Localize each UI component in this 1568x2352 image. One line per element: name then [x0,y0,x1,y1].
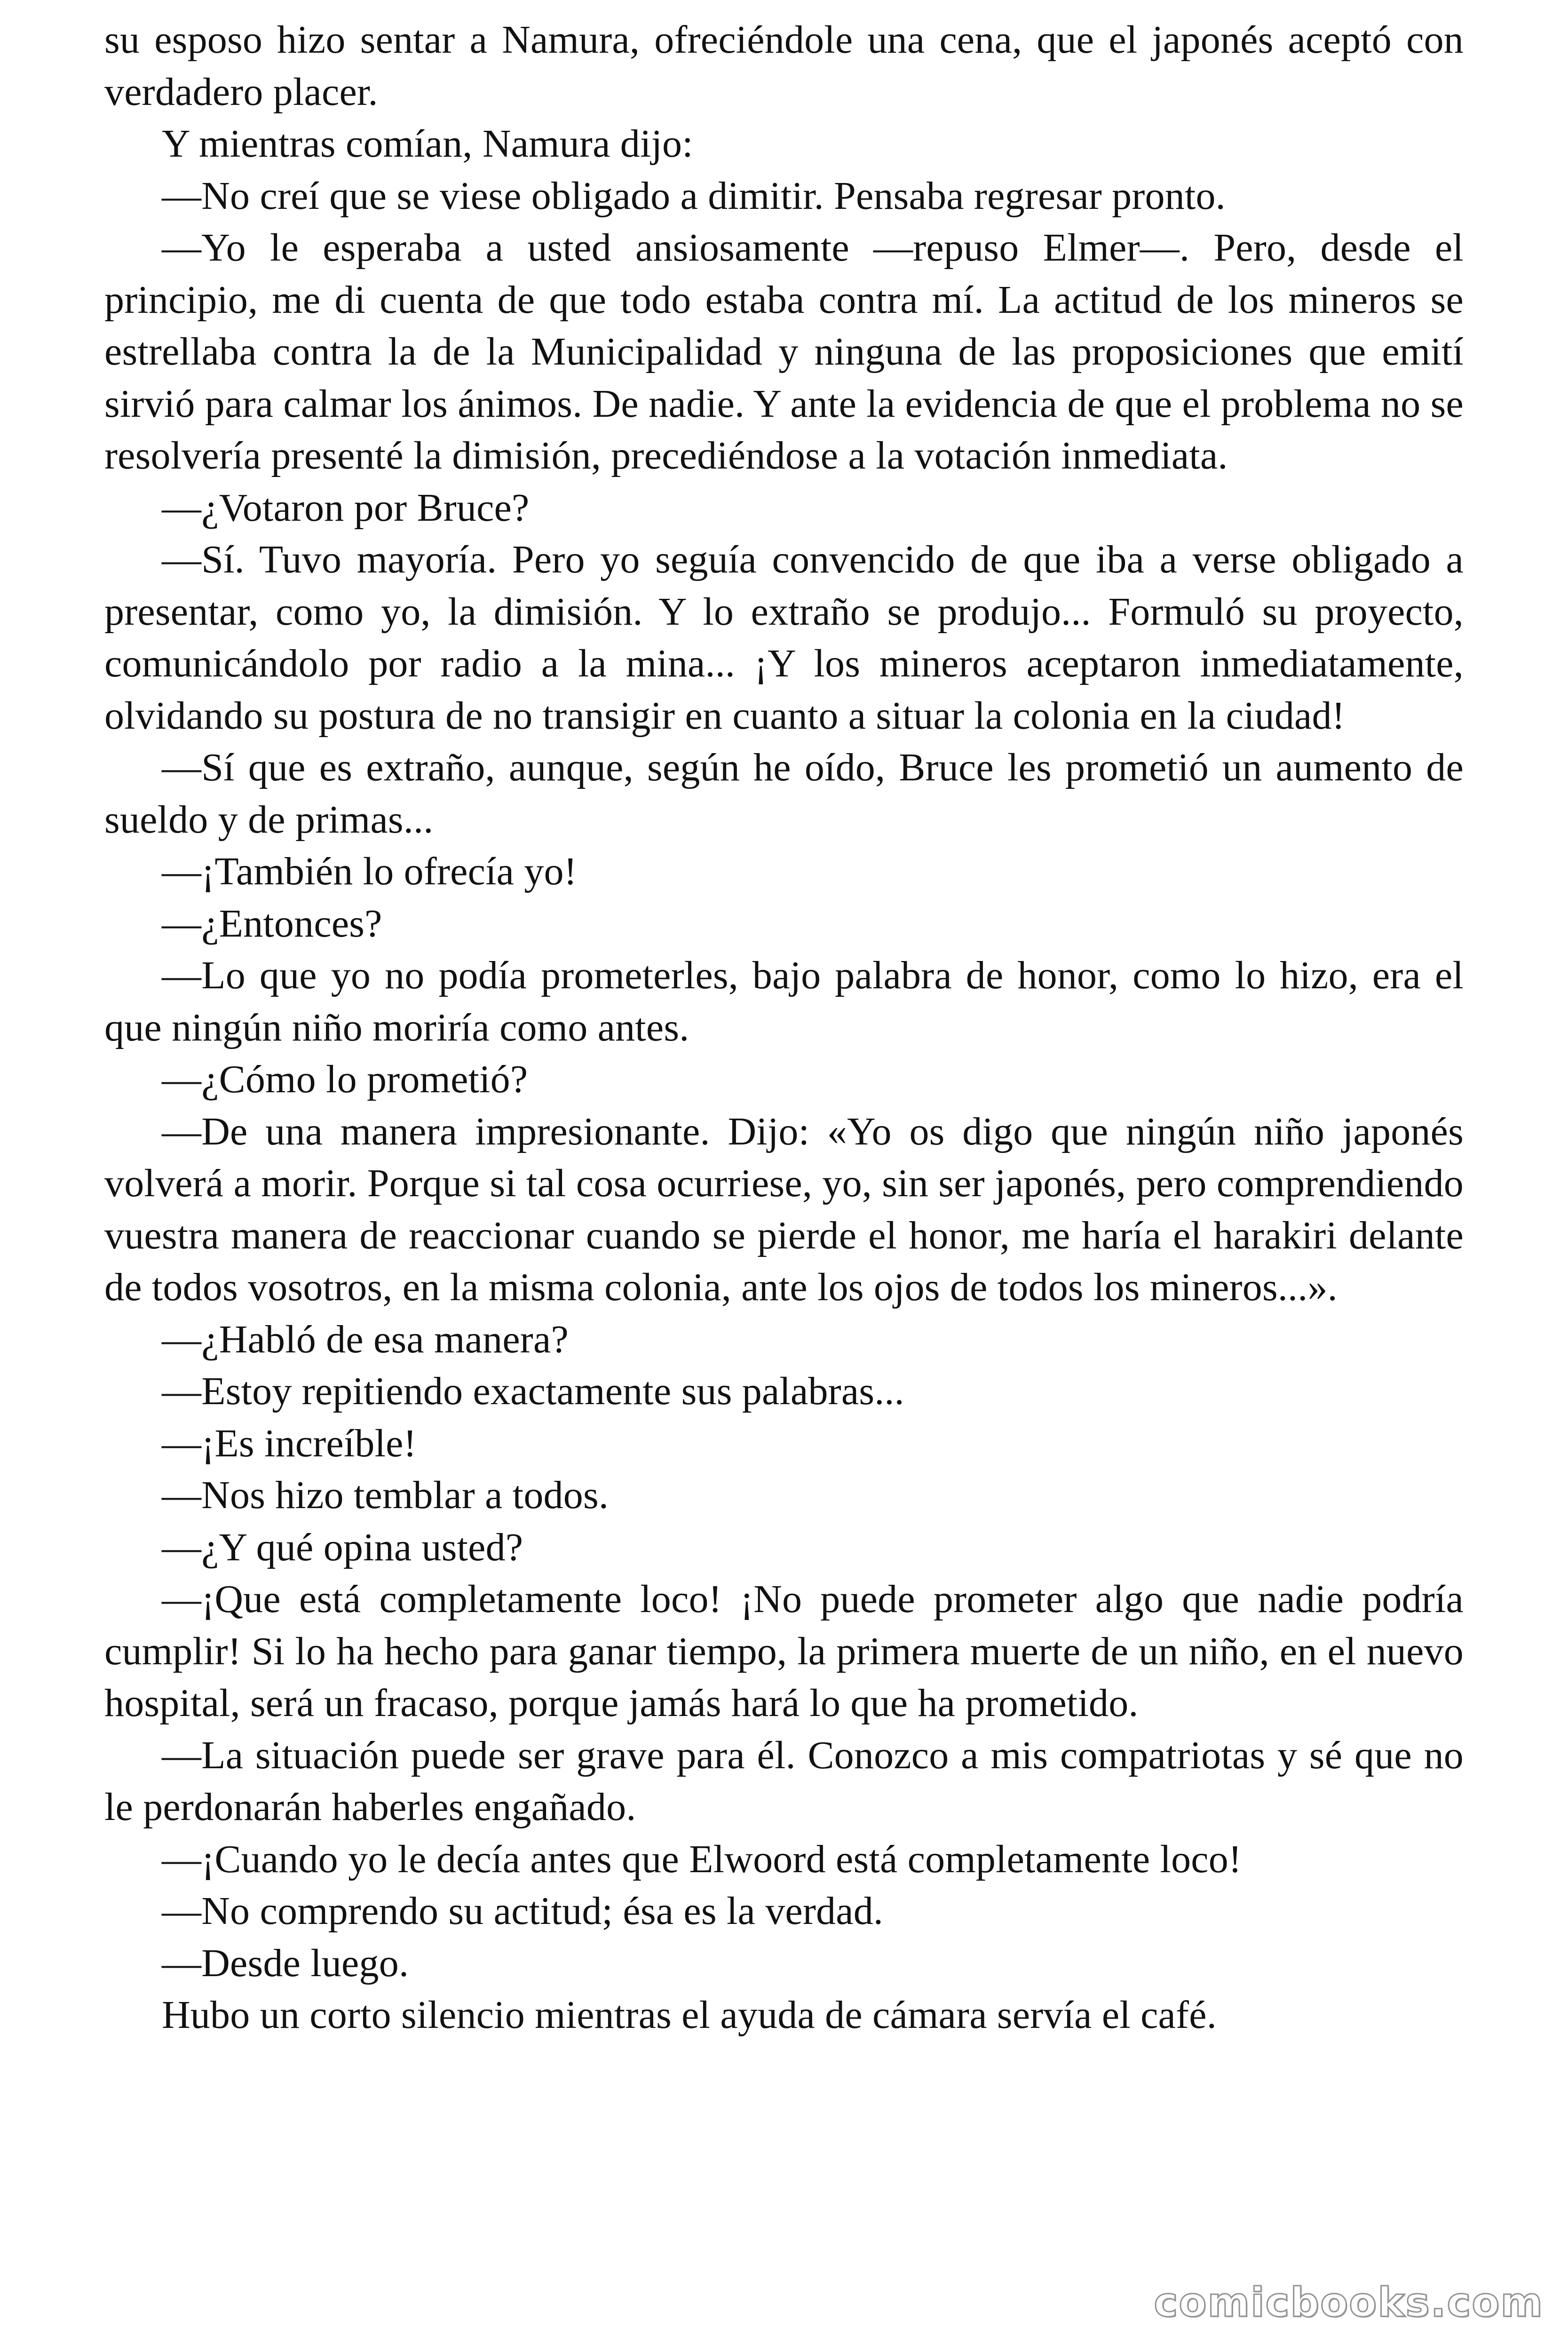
paragraph: —De una manera impresionante. Dijo: «Yo os digo que ningún niño japonés volverá a morir. Porque si tal cosa ocurriese, yo, sin ser japonés, pero comprendiendo vuestra manera de reaccionar cuando se pierde el honor, me haría el harakiri delante de todos vosotros, en la misma colonia, ante los ojos de todos los mineros...». [104,1109,1464,1309]
paragraph: Hubo un corto silencio mientras el ayuda de cámara servía el café. [162,1993,1217,2037]
paragraph: —No creí que se viese obligado a dimitir. Pensaba regresar pronto. [162,174,1226,218]
watermark: comicbooks.com [1154,2279,1544,2326]
paragraph: —¡Cuando yo le decía antes que Elwoord está completamente loco! [162,1837,1242,1881]
paragraph: —La situación puede ser grave para él. Conozco a mis compatriotas y sé que no le perdonarán haberles engañado. [104,1733,1464,1829]
paragraph: —¡También lo ofrecía yo! [162,850,577,893]
paragraph: —¿Votaron por Bruce? [162,485,530,530]
paragraph: —¿Habló de esa manera? [162,1317,569,1361]
paragraph: —Sí. Tuvo mayoría. Pero yo seguía convencido de que iba a verse obligado a presentar, como yo, la dimisión. Y lo extraño se produjo... Formuló su proyecto, comunicándolo por radio a la mina... ¡Y los mineros aceptaron inmediatamente, olvidando su postura de no transigir en cuanto a situar la colonia en la ciudad! [104,538,1464,738]
paragraph: su esposo hizo sentar a Namura, ofreciéndole una cena, que el japonés aceptó con verdadero placer. [104,18,1464,114]
paragraph: —Estoy repitiendo exactamente sus palabras... [162,1369,904,1413]
paragraph: —¿Entonces? [162,901,382,946]
paragraph: —Lo que yo no podía prometerles, bajo palabra de honor, como lo hizo, era el que ningún niño moriría como antes. [104,954,1464,1049]
paragraph: —¿Y qué opina usted? [162,1525,523,1569]
paragraph: Y mientras comían, Namura dijo: [162,122,693,166]
document-page [104,14,1464,2042]
paragraph: —Desde luego. [162,1941,409,1985]
paragraph: —No comprendo su actitud; ésa es la verdad. [162,1889,884,1933]
paragraph: —¡Que está completamente loco! ¡No puede prometer algo que nadie podría cumplir! Si lo ha hecho para ganar tiempo, la primera muerte de un niño, en el nuevo hospital, será un fracaso, porque jamás hará lo que ha prometido. [104,1577,1464,1725]
paragraph: —Yo le esperaba a usted ansiosamente —repuso Elmer—. Pero, desde el principio, me di cuenta de que todo estaba contra mí. La actitud de los mineros se estrellaba contra la de la Municipalidad y ninguna de las proposiciones que emití sirvió para calmar los ánimos. De nadie. Y ante la evidencia de que el problema no se resolvería presenté la dimisión, precediéndose a la votación inmediata. [104,226,1464,477]
paragraph: —¡Es increíble! [162,1421,417,1465]
paragraph: —Sí que es extraño, aunque, según he oído, Bruce les prometió un aumento de sueldo y de primas... [104,746,1464,842]
paragraph: —¿Cómo lo prometió? [162,1057,528,1101]
paragraph: —Nos hizo temblar a todos. [162,1473,609,1517]
